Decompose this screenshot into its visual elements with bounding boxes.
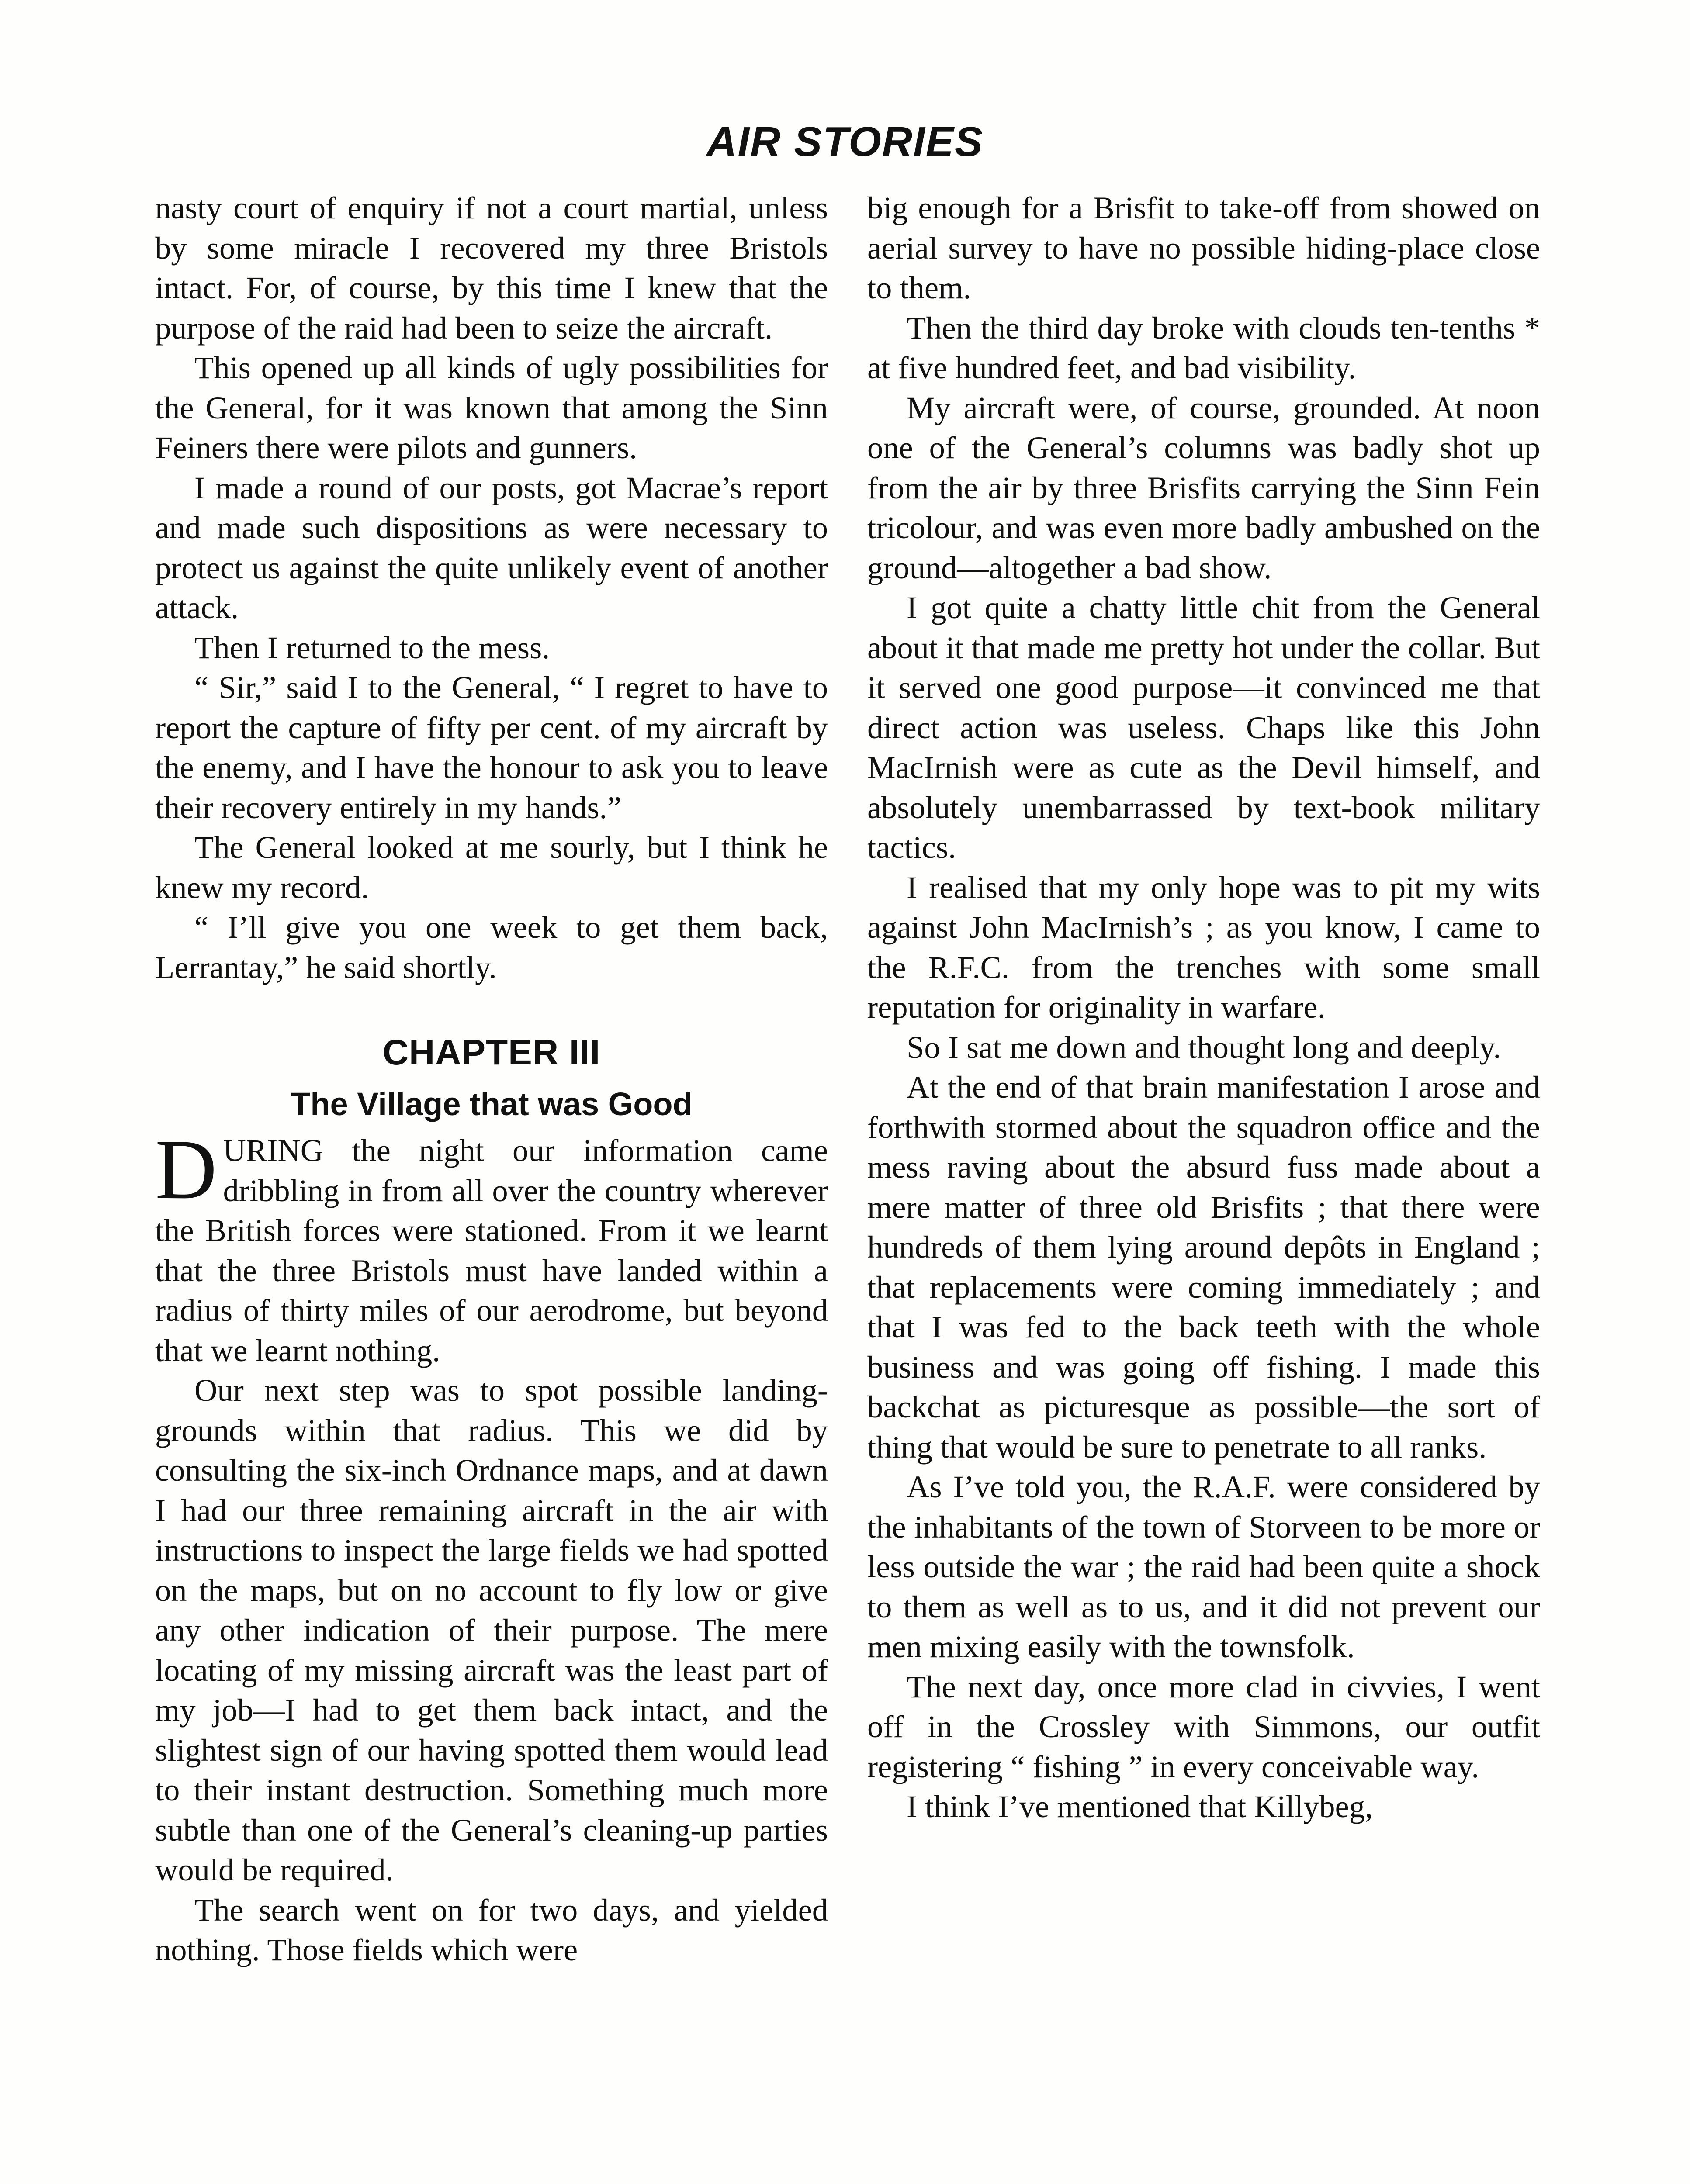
paragraph: big enough for a Brisfit to take-off from showed on aerial survey to have no possible hiding-place close to them. [867,190,1540,305]
paragraph: The next day, once more clad in civvies, I went off in the Crossley with Simmons, our outfit registering “ fishing ” in every conceivable way. [867,1669,1540,1784]
paragraph: “ Sir,” said I to the General, “ I regret to have to report the capture of fifty per cent. of my aircraft by the enemy, and I have the honour to ask you to leave their recovery entirely in my hands.” [155,670,828,825]
paragraph: This opened up all kinds of ugly possibilities for the General, for it was known that among the Sinn Feiners there were pilots and gunners. [155,350,828,465]
chapter-opening-paragraph [155,1122,828,1370]
drop-cap: D [155,1122,217,1217]
paragraph: nasty court of enquiry if not a court martial, unless by some miracle I recovered my three Bristols intact. For, of course, by this time I knew that the purpose of the raid had been to seize the aircraft. [155,190,828,346]
left-column [155,188,828,1970]
paragraph: So I sat me down and thought long and deeply. [907,1029,1501,1065]
paragraph: I made a round of our posts, got Macrae’s report and made such dispositions as were necessary to protect us against the quite unlikely event of another attack. [155,470,828,625]
paragraph: Then the third day broke with clouds ten-tenths * at five hundred feet, and bad visibility. [867,310,1540,385]
paragraph: At the end of that brain manifestation I arose and forthwith stormed about the squadron office and the mess raving about the absurd fuss made about a mere matter of three old Brisfits ; that there were hundreds of them lying around depôts in England ; that replacements were coming immediately ; and that I was fed to the back teeth with the whole business and was going off fishing. I made this backchat as picturesque as possible—the sort of thing that would be sure to penetrate to all ranks. [867,1069,1540,1465]
paragraph: I got quite a chatty little chit from the General about it that made me pretty hot under the collar. But it served one good purpose—it convinced me that direct action was useless. Chaps like this John MacIrnish were as cute as the Devil himself, and absolutely unembarrassed by text-book military tactics. [867,590,1540,865]
paragraph: The search went on for two days, and yielded nothing. Those fields which were [155,1892,828,1967]
paragraph: The General looked at me sourly, but I think he knew my record. [155,829,828,905]
chapter-opening-text: URING the night our information came dribbling in from all over the country wherever the British forces were stationed. From it we learnt that the three Bristols must have landed within a radius of thirty miles of our aerodrome, but beyond that we learnt nothing. [155,1133,828,1368]
paragraph: I realised that my only hope was to pit my wits against John MacIrnish’s ; as you know, I came to the R.F.C. from the trenches with some small reputation for originality in warfare. [867,869,1540,1025]
chapter-heading: CHAPTER III [382,1033,601,1072]
paragraph: “ I’ll give you one week to get them back, Lerrantay,” he said shortly. [155,909,828,985]
paragraph: Our next step was to spot possible landing-grounds within that radius. This we did by consulting the six-inch Ordnance maps, and at dawn I had our three remaining aircraft in the air with instructions to inspect the large fields we had spotted on the maps, but on no account to fly low or give any other indication of their purpose. The mere locating of my missing aircraft was the least part of my job—I had to get them back intact, and the slightest sign of our having spotted them would lead to their instant destruction. Something much more subtle than one of the General’s cleaning-up parties would be required. [155,1372,828,1887]
running-title: AIR STORIES [706,118,984,165]
paragraph: I think I’ve mentioned that Killybeg, [907,1789,1373,1824]
chapter-subtitle: The Village that was Good [291,1086,693,1122]
paragraph: Then I returned to the mess. [194,629,550,665]
right-column [867,188,1540,1827]
paragraph: My aircraft were, of course, grounded. At noon one of the General’s columns was badly shot up from the air by three Brisfits carrying the Sinn Fein tricolour, and was even more badly ambushed on the ground—altogether a bad show. [867,390,1540,585]
paragraph: As I’ve told you, the R.A.F. were considered by the inhabitants of the town of Storveen to be more or less outside the war ; the raid had been quite a shock to them as well as to us, and it did not prevent our men mixing easily with the townsfolk. [867,1469,1540,1664]
